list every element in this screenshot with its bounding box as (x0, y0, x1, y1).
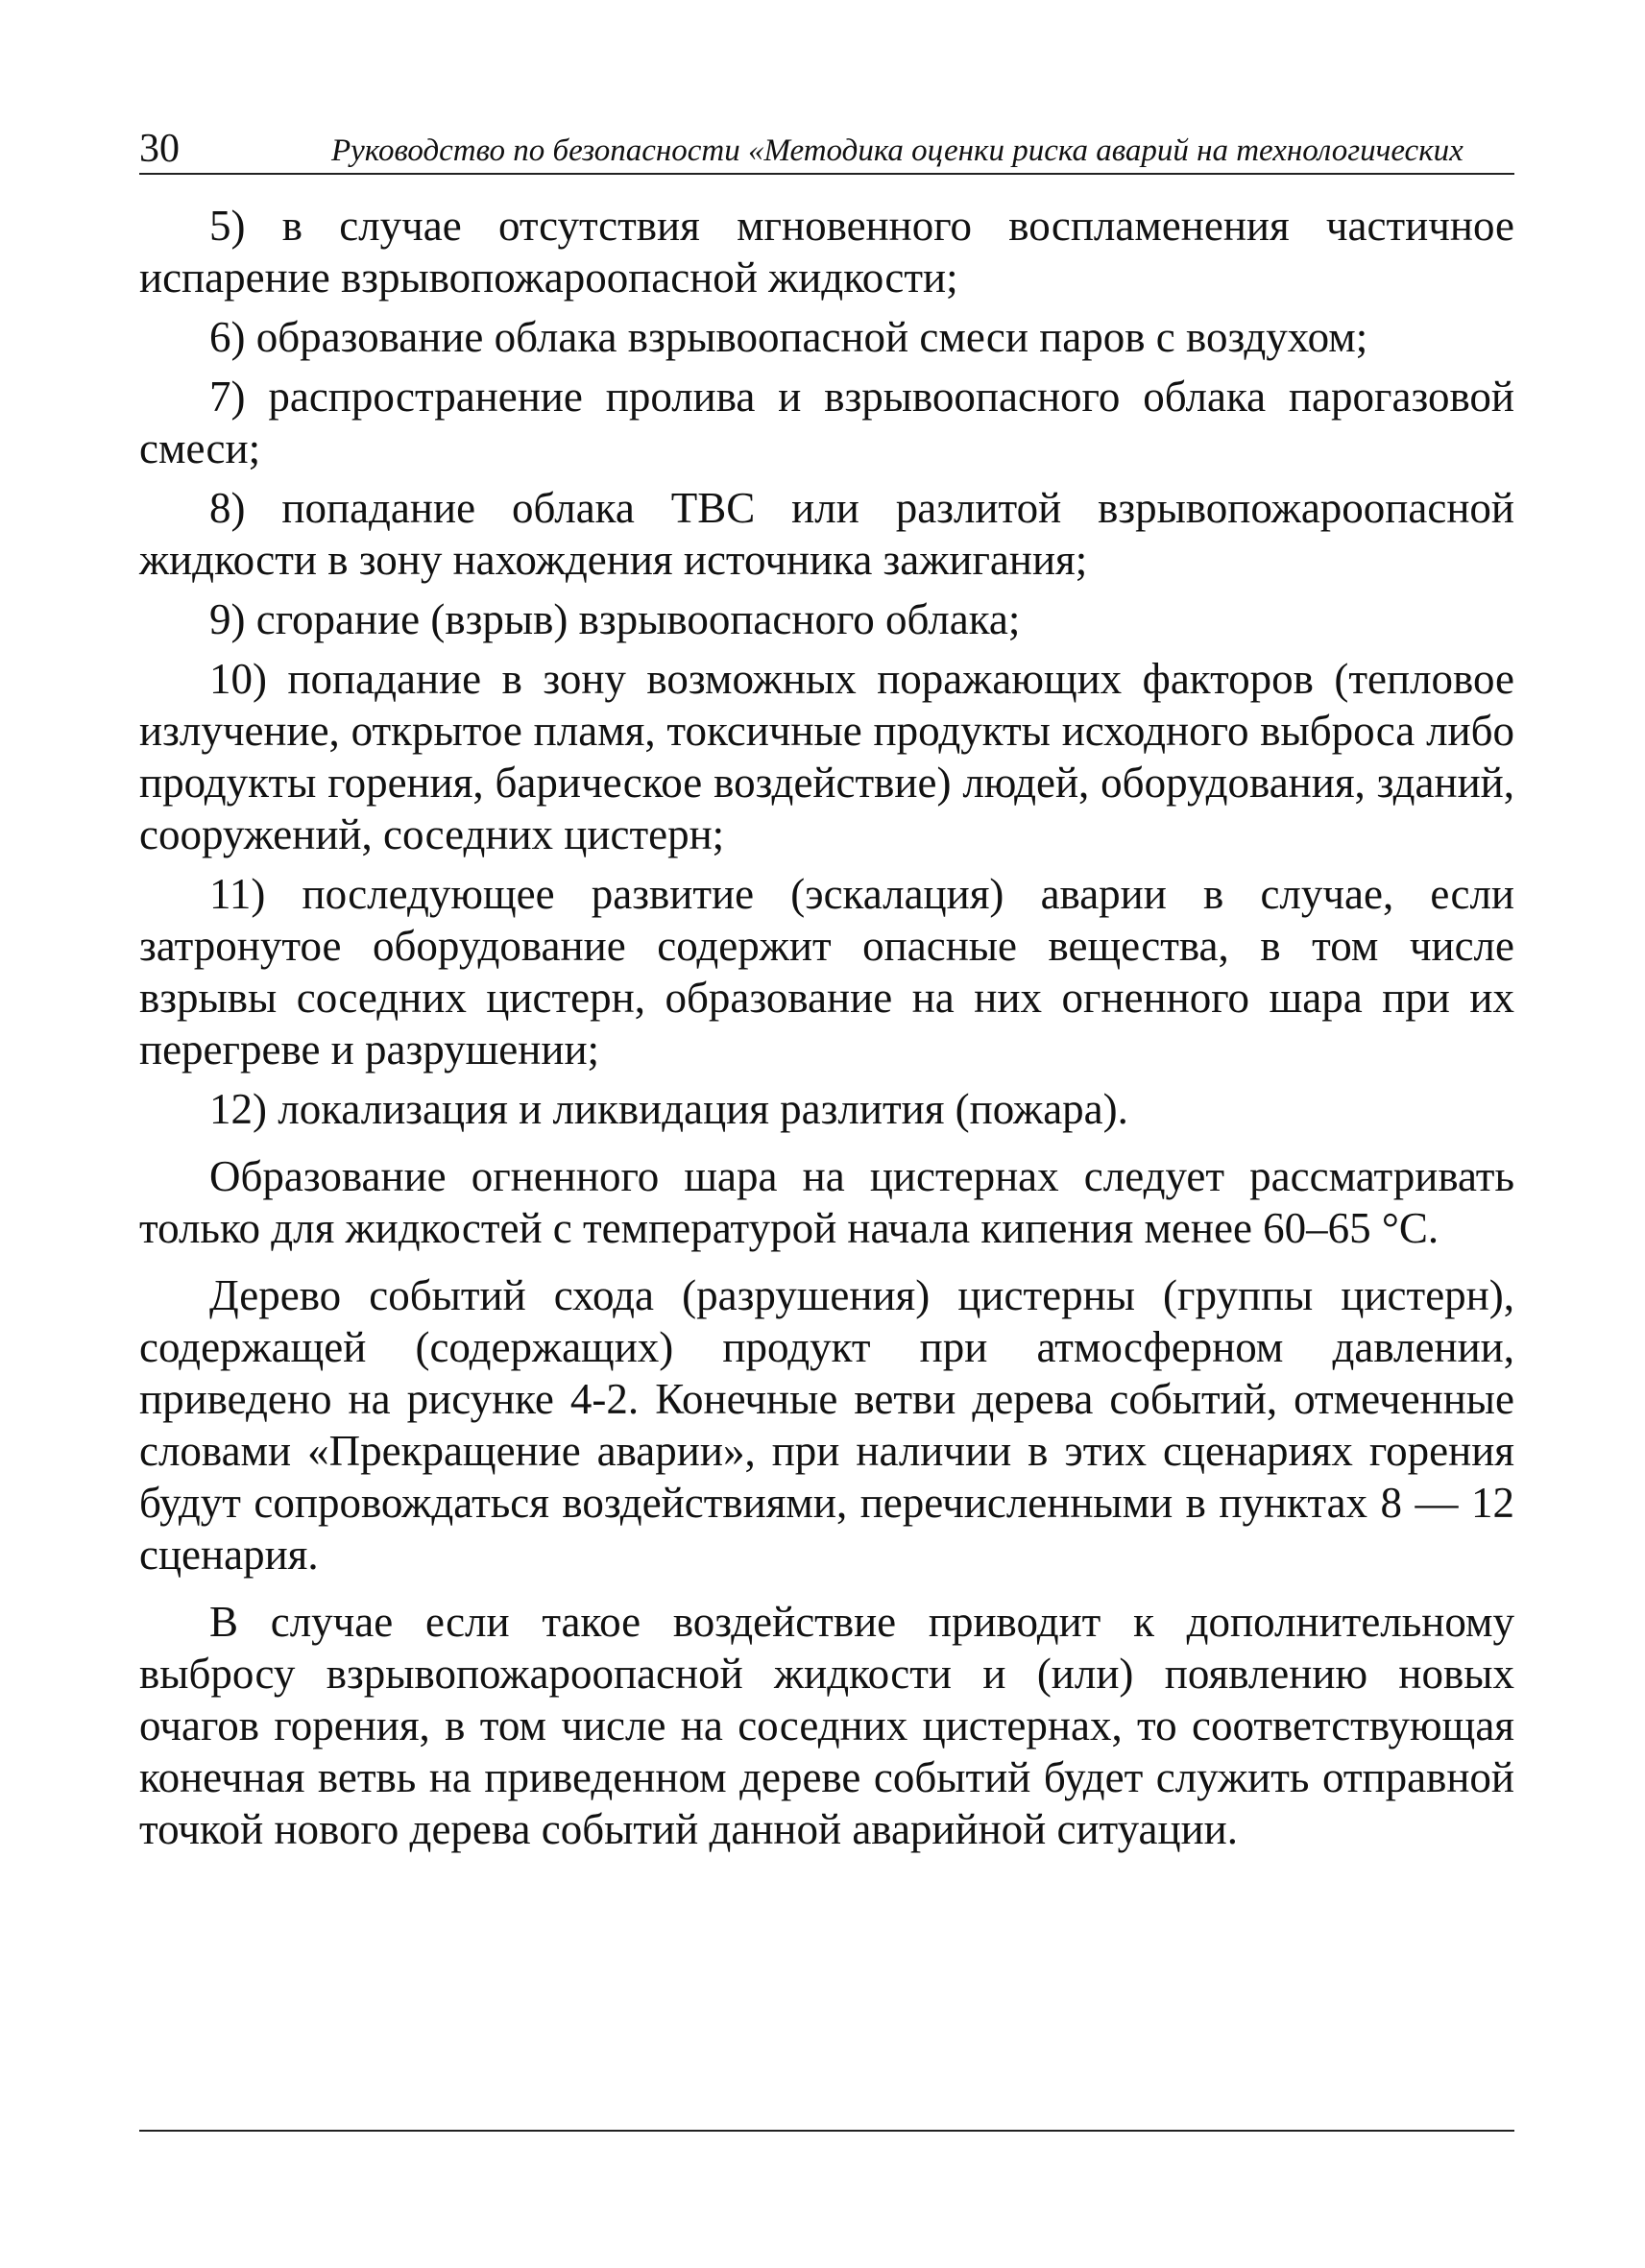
list-item-7: 7) распространение пролива и взрывоопасного облака парогазовой смеси; (139, 373, 1514, 472)
list-item-10: 10) попадание в зону возможных поражающих факторов (тепловое излучение, открытое пламя, токсичные продукты исходного выброса либо продукты горения, барическое воздействие) людей, оборудования, зданий, сооружений, соседних цистерн; (139, 655, 1514, 858)
list-item-5: 5) в случае отсутствия мгновенного воспламенения частичное испарение взрывопожароопасной жидкости; (139, 202, 1514, 302)
page-header (139, 123, 1514, 175)
running-title: Руководство по безопасности «Методика оценки риска аварий на технологических (331, 133, 1464, 168)
paragraph-fireball: Образование огненного шара на цистернах следует рассматривать только для жидкостей с температурой начала кипения менее 60–65 °С. (139, 1152, 1514, 1252)
body-text (139, 200, 1514, 1863)
list-item-12: 12) локализация и ликвидация разлития (пожара). (209, 1085, 1128, 1133)
paragraph-event-tree: Дерево событий схода (разрушения) цистерны (группы цистерн), содержащей (содержащих) продукт при атмосферном давлении, приведено на рисунке 4-2. Конечные ветви дерева событий, отмеченные словами «Прекращение аварии», при наличии в этих сценариях горения будут сопровождаться воздействиями, перечисленными в пунктах 8 — 12 сценария. (139, 1271, 1514, 1579)
list-item-11: 11) последующее развитие (эскалация) аварии в случае, если затронутое оборудование содержит опасные вещества, в том числе взрывы соседних цистерн, образование на них огненного шара при их перегреве и разрушении; (139, 870, 1514, 1074)
paragraph-escalation: В случае если такое воздействие приводит к дополнительному выбросу взрывопожароопасной жидкости и (или) появлению новых очагов горения, в том числе на соседних цистернах, то соответствующая конечная ветвь на приведенном дереве событий будет служить отправной точкой нового дерева событий данной аварийной ситуации. (139, 1598, 1514, 1853)
page-number: 30 (139, 127, 180, 171)
footer-rule (139, 2130, 1514, 2132)
list-item-8: 8) попадание облака ТВС или разлитой взрывопожароопасной жидкости в зону нахождения источника зажигания; (139, 484, 1514, 584)
list-item-9: 9) сгорание (взрыв) взрывоопасного облака; (209, 595, 1021, 643)
list-item-6: 6) образование облака взрывоопасной смеси паров с воздухом; (209, 313, 1368, 361)
